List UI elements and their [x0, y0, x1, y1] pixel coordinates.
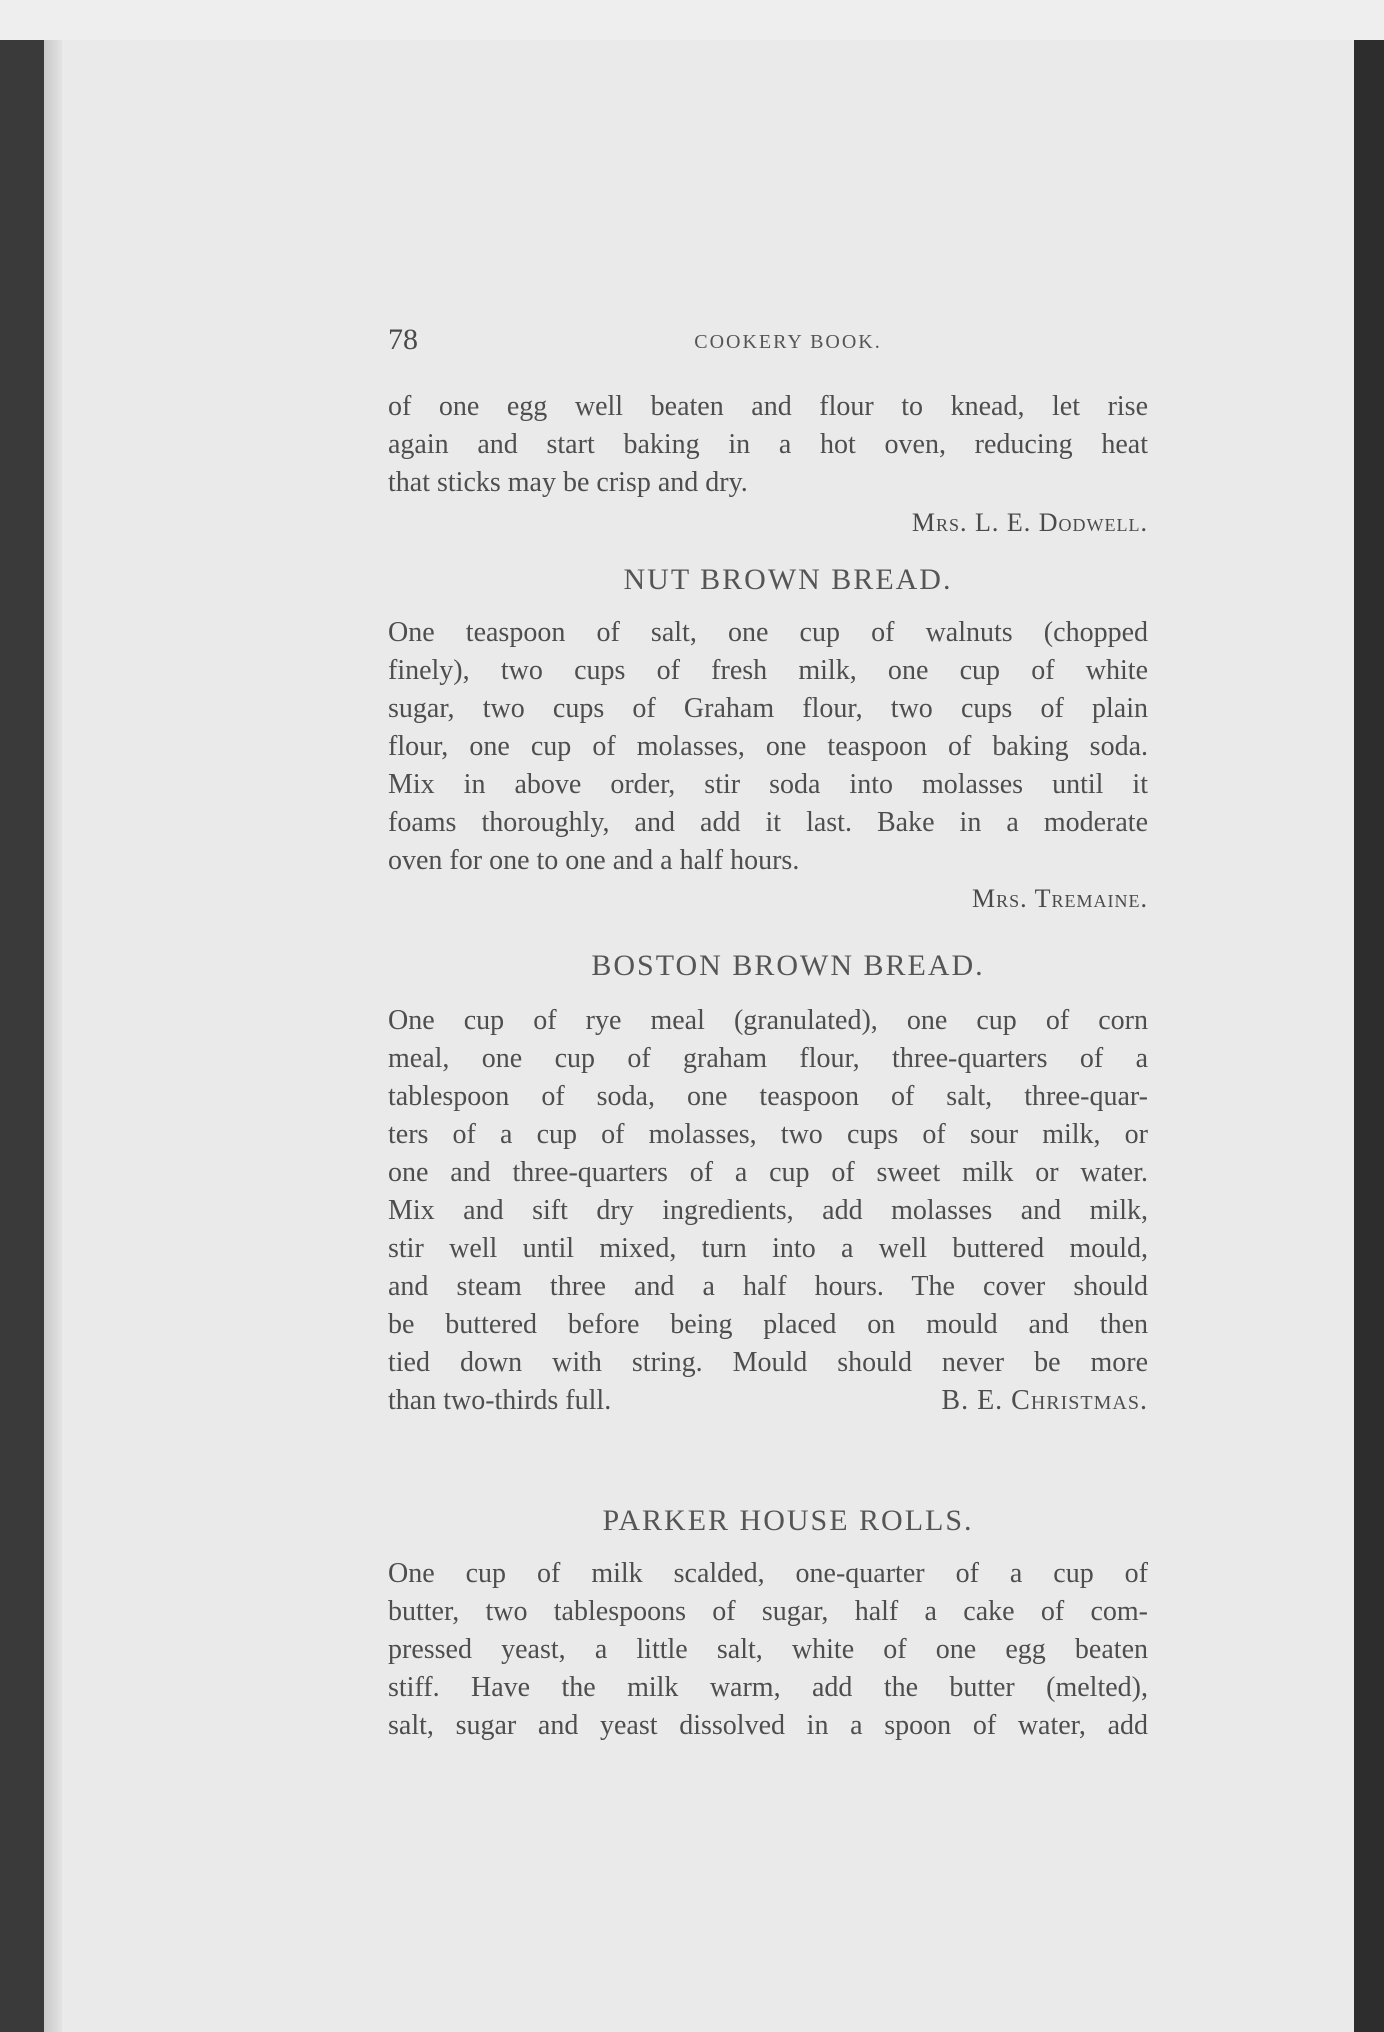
recipe-heading-boston-brown-bread: BOSTON BROWN BREAD. [591, 949, 985, 982]
recipe-body-nut-brown-bread [388, 614, 1148, 880]
scan-background-right [1354, 40, 1384, 2032]
recipe-heading-parker-house-rolls: PARKER HOUSE ROLLS. [602, 1504, 974, 1537]
text-line: again and start baking in a hot oven, reducing heat [388, 429, 1148, 460]
text-line: flour, one cup of molasses, one teaspoon of baking soda. [388, 731, 1148, 762]
text-line: of one egg well beaten and flour to knead, let rise [388, 391, 1148, 422]
text-line: oven for one to one and a half hours. [388, 845, 800, 876]
text-line: sugar, two cups of Graham flour, two cups of plain [388, 693, 1148, 724]
text-line: finely), two cups of fresh milk, one cup of white [388, 655, 1148, 686]
text-line: One teaspoon of salt, one cup of walnuts (chopped [388, 617, 1148, 648]
page-number: 78 [388, 323, 418, 356]
text-line: ters of a cup of molasses, two cups of sour milk, or [388, 1119, 1148, 1150]
intro-paragraph [388, 388, 1148, 502]
text-line: tied down with string. Mould should never be more [388, 1347, 1148, 1378]
signature-christmas: B. E. Christmas. [941, 1385, 1148, 1416]
text-line: tablespoon of soda, one teaspoon of salt, three-quar- [388, 1081, 1148, 1112]
text-line: Mix and sift dry ingredients, add molasses and milk, [388, 1195, 1148, 1226]
recipe-heading-nut-brown-bread: NUT BROWN BREAD. [623, 563, 953, 596]
text-line: One cup of rye meal (granulated), one cup of corn [388, 1005, 1148, 1036]
recipe-body-parker-house-rolls [388, 1555, 1148, 1745]
signature-tremaine: Mrs. Tremaine. [971, 884, 1148, 913]
book-title: COOKERY BOOK. [694, 331, 882, 353]
text-line: Mix in above order, stir soda into molasses until it [388, 769, 1148, 800]
text-line: be buttered before being placed on mould and then [388, 1309, 1148, 1340]
text-line: meal, one cup of graham flour, three-quarters of a [388, 1043, 1148, 1074]
text-line: than two-thirds full. [388, 1385, 612, 1416]
signature-dodwell: Mrs. L. E. Dodwell. [911, 508, 1148, 537]
running-head [388, 323, 1188, 363]
text-line: that sticks may be crisp and dry. [388, 467, 748, 498]
text-line: pressed yeast, a little salt, white of one egg beaten [388, 1634, 1148, 1665]
text-line: One cup of milk scalded, one-quarter of a cup of [388, 1558, 1148, 1589]
recipe-body-boston-brown-bread [388, 1002, 1148, 1420]
page-binding-edge [44, 40, 62, 2032]
text-line: foams thoroughly, and add it last. Bake in a moderate [388, 807, 1148, 838]
text-line-with-signature [388, 1382, 1148, 1420]
text-line: butter, two tablespoons of sugar, half a cake of com- [388, 1596, 1148, 1627]
book-page [44, 40, 1354, 2032]
text-line: salt, sugar and yeast dissolved in a spoon of water, add [388, 1710, 1148, 1741]
scan-background-top [0, 0, 1384, 40]
text-line: stir well until mixed, turn into a well buttered mould, [388, 1233, 1148, 1264]
text-line: one and three-quarters of a cup of sweet milk or water. [388, 1157, 1148, 1188]
text-line: stiff. Have the milk warm, add the butter (melted), [388, 1672, 1148, 1703]
text-line: and steam three and a half hours. The cover should [388, 1271, 1148, 1302]
